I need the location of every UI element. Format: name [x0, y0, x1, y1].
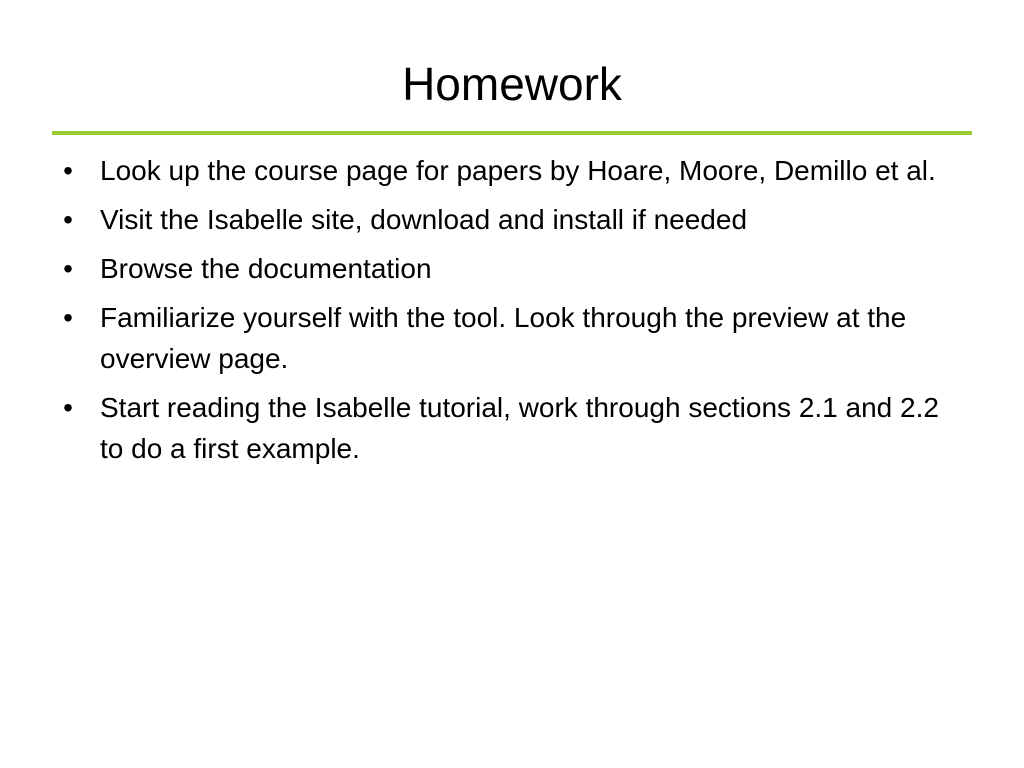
bullet-text: Visit the Isabelle site, download and install if needed: [100, 204, 748, 235]
list-item: [58, 150, 958, 191]
bullet-text: Start reading the Isabelle tutorial, work through sections 2.1 and 2.2 to do a first example.: [100, 392, 939, 464]
bullet-text: Look up the course page for papers by Hoare, Moore, Demillo et al.: [100, 155, 936, 186]
bullet-icon: •: [63, 253, 73, 284]
bullet-text: Familiarize yourself with the tool. Look through the preview at the overview page.: [100, 302, 907, 374]
bullet-icon: •: [63, 302, 73, 333]
list-item: [58, 297, 958, 379]
slide-title: Homework: [402, 58, 622, 110]
bullet-text: Browse the documentation: [100, 253, 432, 284]
bullet-icon: •: [63, 204, 73, 235]
bullet-list: [58, 150, 958, 477]
bullet-icon: •: [63, 155, 73, 186]
list-item: [58, 387, 958, 469]
list-item: [58, 199, 958, 240]
bullet-icon: •: [63, 392, 73, 423]
title-divider: [52, 131, 972, 135]
list-item: [58, 248, 958, 289]
